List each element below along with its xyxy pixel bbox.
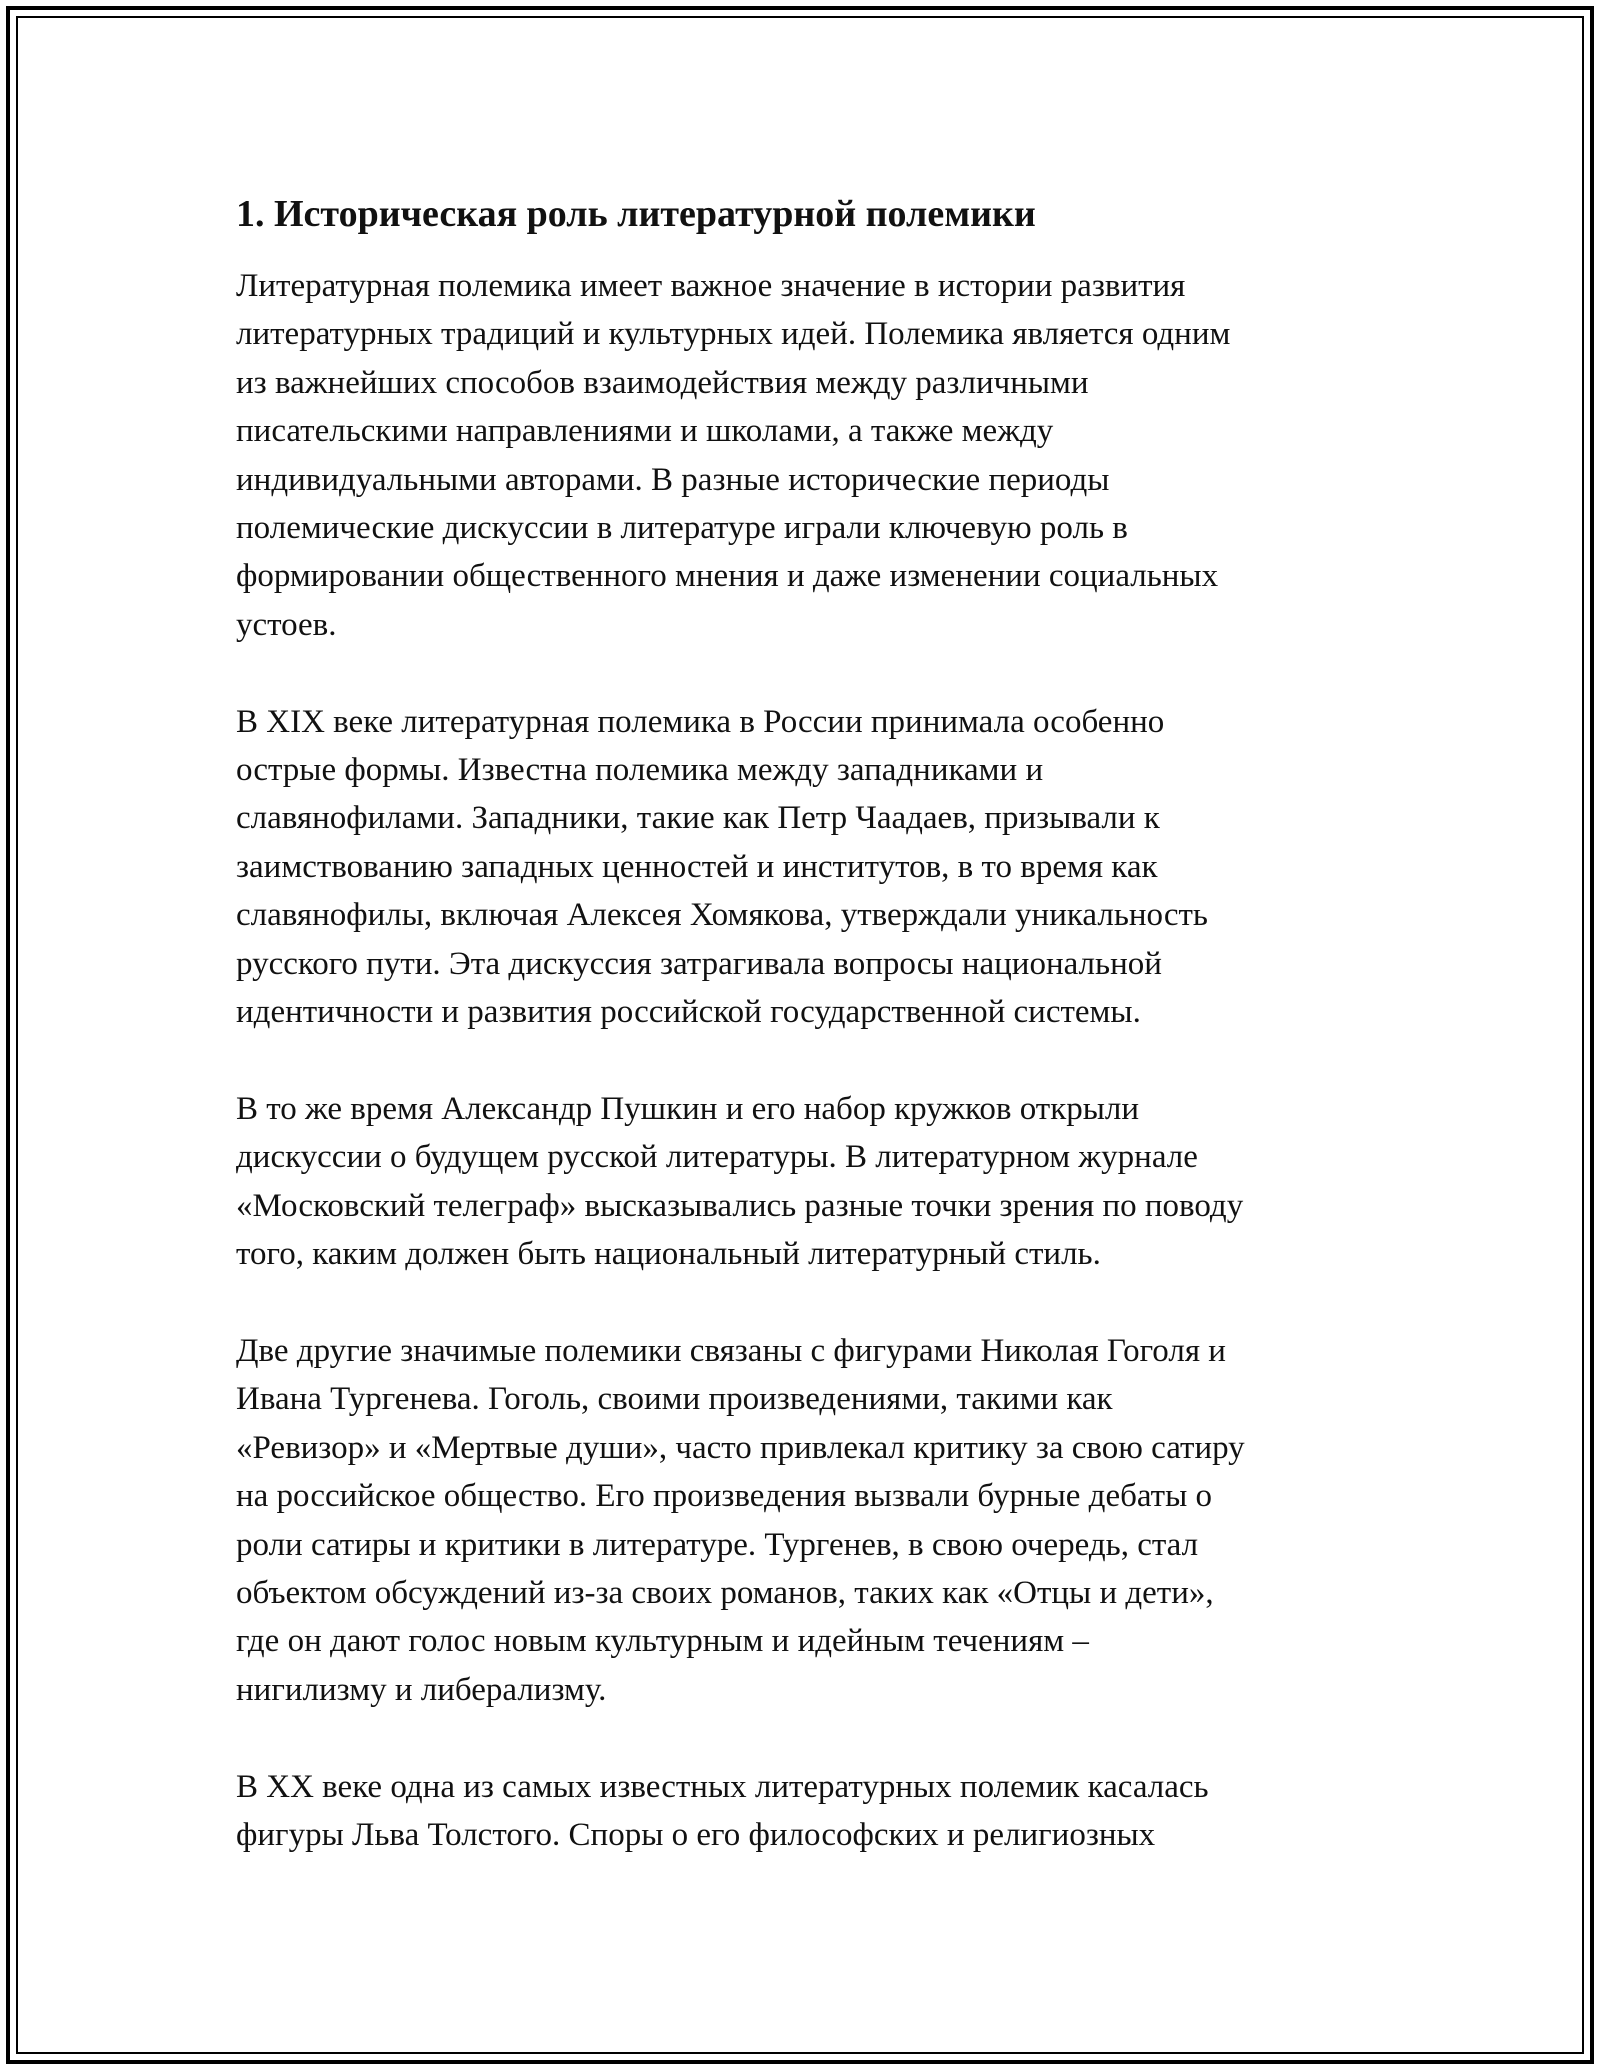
document-body: [236, 186, 1376, 1908]
paragraph-5: В XX веке одна из самых известных литературных полемик касалась фигуры Льва Толстого. Споры о его философских и религиозных: [236, 1768, 1209, 1853]
paragraph-4: Две другие значимые полемики связаны с фигурами Николая Гоголя и Ивана Тургенева. Гоголь, своими произведениями, такими как «Ревизор» и «Мертвые души», часто привлекал критику за свою сатиру на российское общество. Его произведения вызвали бурные дебаты о роли сатиры и критики в литературе. Тургенев, в свою очередь, стал объектом обсуждений из-за своих романов, таких как «Отцы и дети», где он дают голос новым культурным и идейным течениям – нигилизму и либерализму.: [236, 1332, 1245, 1708]
paragraph-2: В XIX веке литературная полемика в России принимала особенно острые формы. Известна полемика между западниками и славянофилами. Западники, такие как Петр Чаадаев, призывали к заимствованию западных ценностей и институтов, в то время как славянофилы, включая Алексея Хомякова, утверждали уникальность русского пути. Эта дискуссия затрагивала вопросы национальной идентичности и развития российской государственной системы.: [236, 703, 1208, 1031]
paragraph-1: Литературная полемика имеет важное значение в истории развития литературных традиций и культурных идей. Полемика является одним из важнейших способов взаимодействия между различными писательскими направлениями и школами, а также между индивидуальными авторами. В разные исторические периоды полемические дискуссии в литературе играли ключевую роль в формировании общественного мнения и даже изменении социальных устоев.: [236, 268, 1231, 643]
section-heading: 1. Историческая роль литературной полемики: [236, 193, 1036, 235]
paragraph-3: В то же время Александр Пушкин и его набор кружков открыли дискуссии о будущем русской литературы. В литературном журнале «Московский телеграф» высказывались разные точки зрения по поводу того, каким должен быть национальный литературный стиль.: [236, 1090, 1244, 1273]
